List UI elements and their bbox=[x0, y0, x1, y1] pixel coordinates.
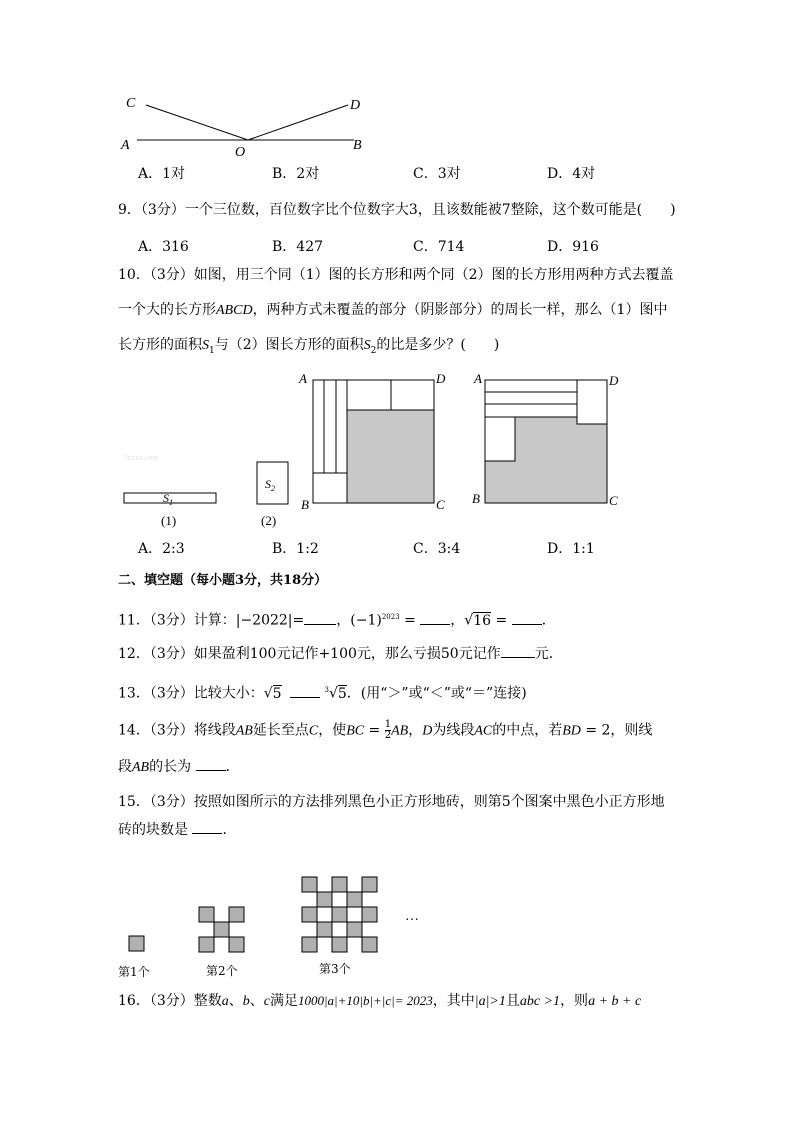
label-a: A bbox=[121, 138, 130, 153]
q15-blank[interactable] bbox=[192, 821, 222, 834]
q13: 13．（3分）比较大小：√5 $^3$√5．(用“＞”或“＜”或“＝”连接) bbox=[118, 685, 527, 702]
q10-line-3: 长方形的面积$S_1$与（2）图长方形的面积$S_2$的比是多少？( ) bbox=[118, 337, 500, 356]
tile-pattern-figure bbox=[115, 868, 435, 983]
label-b: B bbox=[353, 138, 362, 153]
q12-blank[interactable] bbox=[501, 645, 535, 658]
section-heading: 二、填空题（每小题3分，共18分） bbox=[118, 573, 328, 588]
q16: 16．（3分）整数a、b、c满足1000|a|+10|b|+|c|= 2023，其中|a|>1且abc >1，则a + b + c bbox=[118, 993, 642, 1009]
q10-option-c[interactable]: C．3:4 bbox=[413, 541, 461, 557]
q11-blank-1[interactable] bbox=[304, 612, 336, 625]
q15-line-2: 砖的块数是 ． bbox=[118, 822, 237, 838]
q8-option-b[interactable]: B．2对 bbox=[272, 166, 320, 182]
rect-s1-label: $S_1$ bbox=[163, 491, 173, 507]
rect-s2-label: $S_2$ bbox=[265, 477, 275, 493]
ray-oc bbox=[146, 105, 248, 140]
q11: 11．（3分）计算：|−2022|= ，$(-1)^{2023}$ = ，√16 = ． bbox=[118, 612, 556, 629]
caption-pattern-1: 第1个 bbox=[118, 965, 150, 979]
q9-option-c[interactable]: C．714 bbox=[413, 239, 465, 255]
q9-option-d[interactable]: D．916 bbox=[547, 239, 599, 255]
watermark: 7xxxx.com bbox=[123, 453, 159, 462]
sqrt-symbol: √ bbox=[464, 612, 474, 629]
fig1-label-b: B bbox=[301, 497, 309, 512]
ray-od bbox=[248, 105, 348, 140]
rect-s2 bbox=[257, 462, 288, 504]
angle-figure bbox=[110, 88, 380, 163]
q9-option-b[interactable]: B．427 bbox=[272, 239, 324, 255]
q8-option-c[interactable]: C．3对 bbox=[413, 166, 461, 182]
q9-stem: 9．（3分）一个三位数，百位数字比个位数字大3，且该数能被7整除，这个数可能是( ) bbox=[118, 202, 676, 218]
cover-method-2 bbox=[472, 371, 619, 508]
caption-1: (1) bbox=[161, 513, 177, 528]
q10-option-d[interactable]: D．1:1 bbox=[547, 541, 595, 557]
caption-pattern-3: 第3个 bbox=[319, 962, 351, 976]
q14-blank[interactable] bbox=[196, 758, 226, 771]
caption-pattern-2: 第2个 bbox=[206, 964, 238, 978]
q10-option-a[interactable]: A．2:3 bbox=[138, 541, 185, 557]
fig1-label-a: A bbox=[299, 371, 307, 386]
q11-blank-2[interactable] bbox=[420, 612, 450, 625]
fig2-label-d: D bbox=[609, 373, 619, 388]
fig2-label-b: B bbox=[472, 491, 480, 506]
covering-figure bbox=[115, 365, 635, 535]
q13-blank[interactable] bbox=[290, 685, 320, 698]
q14-line-2: 段AB的长为 ． bbox=[118, 759, 240, 775]
q15-line-1: 15．（3分）按照如图所示的方法排列黑色小正方形地砖，则第5个图案中黑色小正方形地 bbox=[118, 794, 665, 810]
q10-option-b[interactable]: B．1:2 bbox=[272, 541, 319, 557]
q9-option-a[interactable]: A．316 bbox=[138, 239, 189, 255]
q12: 12．（3分）如果盈利100元记作+100元，那么亏损50元记作 元． bbox=[118, 646, 563, 662]
ellipsis: … bbox=[405, 909, 419, 924]
q10-line-1: 10．（3分）如图，用三个同（1）图的长方形和两个同（2）图的长方形用两种方式去覆盖 bbox=[118, 267, 674, 283]
q11-blank-3[interactable] bbox=[512, 612, 542, 625]
q8-option-a[interactable]: A．1对 bbox=[138, 166, 186, 182]
caption-2: (2) bbox=[261, 513, 277, 528]
q8-option-d[interactable]: D．4对 bbox=[547, 166, 596, 182]
label-c: C bbox=[126, 96, 136, 111]
q14-line-1: 14．（3分）将线段AB延长至点C，使BC = $\frac{1}{2}$ AB，D为线段AC的中点，若BD = 2，则线 bbox=[118, 719, 653, 741]
q10-line-2: 一个大的长方形ABCD，两种方式未覆盖的部分（阴影部分）的周长一样，那么（1）图中 bbox=[118, 302, 668, 318]
fig1-label-c: C bbox=[436, 497, 445, 512]
fig1-label-d: D bbox=[436, 371, 446, 386]
tile bbox=[129, 936, 144, 951]
fig2-label-c: C bbox=[609, 493, 618, 508]
fig2-label-a: A bbox=[474, 371, 482, 386]
fraction-half: $\frac{1}{2}$ bbox=[384, 719, 392, 741]
abcd-label: ABCD bbox=[216, 303, 253, 318]
label-o: O bbox=[235, 145, 246, 160]
cover-method-1 bbox=[298, 371, 446, 512]
label-d: D bbox=[350, 98, 361, 113]
